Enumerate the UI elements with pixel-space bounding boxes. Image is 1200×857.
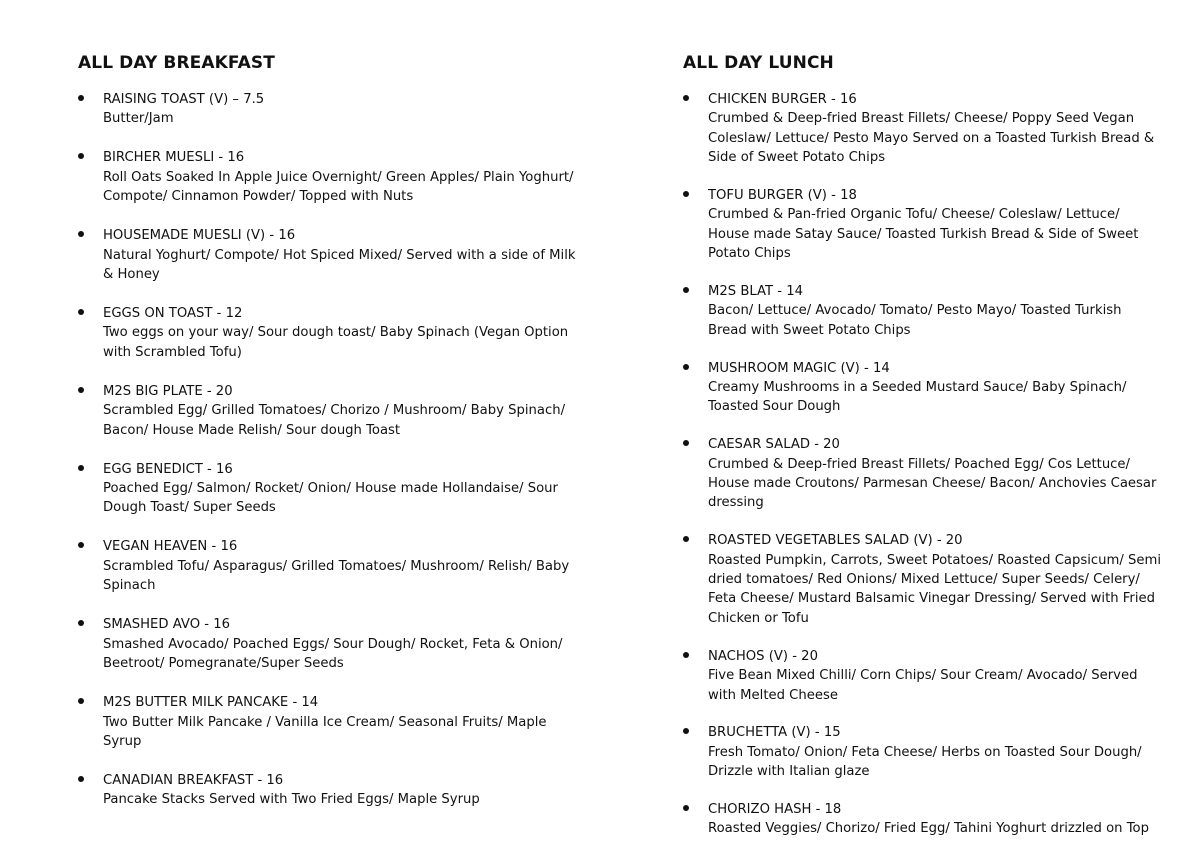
menu-item — [78, 226, 588, 284]
menu-item — [683, 531, 1163, 628]
item-title: BIRCHER MUESLI - 16 — [103, 150, 245, 166]
item-description: Creamy Mushrooms in a Seeded Mustard Sauce/ Baby Spinach/ Toasted Sour Dough — [708, 380, 1127, 415]
item-title: RAISING TOAST (V) – 7.5 — [103, 92, 265, 107]
bullet-icon — [78, 387, 84, 393]
item-title: M2S BUTTER MILK PANCAKE - 14 — [103, 695, 319, 711]
item-description: Scrambled Egg/ Grilled Tomatoes/ Chorizo / Mushroom/ Baby Spinach/ Bacon/ House Made Relish/ Sour dough Toast — [103, 403, 566, 438]
bullet-icon — [78, 465, 84, 471]
breakfast-heading: ALL DAY BREAKFAST — [78, 53, 275, 73]
item-description: Bacon/ Lettuce/ Avocado/ Tomato/ Pesto Mayo/ Toasted Turkish Bread with Sweet Potato Chips — [708, 303, 1122, 338]
item-description: Five Bean Mixed Chilli/ Corn Chips/ Sour Cream/ Avocado/ Served with Melted Cheese — [708, 668, 1138, 703]
item-title: MUSHROOM MAGIC (V) - 14 — [708, 360, 890, 376]
item-title: CHORIZO HASH - 18 — [708, 801, 842, 817]
menu-item — [78, 304, 588, 362]
menu-item — [683, 359, 1163, 417]
item-title: M2S BLAT - 14 — [708, 284, 804, 300]
bullet-icon — [683, 728, 689, 734]
item-title: CHICKEN BURGER - 16 — [708, 92, 857, 107]
menu-item — [683, 282, 1163, 340]
item-description: Roasted Veggies/ Chorizo/ Fried Egg/ Tahini Yoghurt drizzled on Top — [708, 821, 1149, 837]
item-title: ROASTED VEGETABLES SALAD (V) - 20 — [708, 533, 963, 549]
item-description: Pancake Stacks Served with Two Fried Eggs/ Maple Syrup — [103, 792, 480, 808]
bullet-icon — [683, 536, 689, 542]
item-description: Crumbed & Deep-fried Breast Fillets/ Cheese/ Poppy Seed Vegan Coleslaw/ Lettuce/ Pesto Mayo Served on a Toasted Turkish Bread & Side of Sweet Potato Chips — [708, 111, 1155, 166]
menu-item — [78, 615, 588, 673]
bullet-icon — [78, 776, 84, 782]
menu-item — [683, 186, 1163, 264]
item-title: M2S BIG PLATE - 20 — [103, 383, 233, 399]
item-title: EGGS ON TOAST - 12 — [103, 306, 243, 322]
item-title: CANADIAN BREAKFAST - 16 — [103, 772, 284, 788]
item-description: Natural Yoghurt/ Compote/ Hot Spiced Mixed/ Served with a side of Milk & Honey — [103, 247, 576, 283]
bullet-icon — [683, 287, 689, 293]
menu-item — [78, 693, 588, 751]
item-description: Roll Oats Soaked In Apple Juice Overnight/ Green Apples/ Plain Yoghurt/ Compote/ Cinnamon Powder/ Topped with Nuts — [103, 169, 574, 205]
menu-item — [78, 148, 588, 206]
item-description: Smashed Avocado/ Poached Eggs/ Sour Dough/ Rocket, Feta & Onion/ Beetroot/ Pomegranate/Super Seeds — [103, 636, 563, 672]
item-title: VEGAN HEAVEN - 16 — [103, 539, 238, 555]
item-title: EGG BENEDICT - 16 — [103, 461, 233, 477]
menu-item — [683, 800, 1163, 839]
menu-item — [683, 435, 1163, 513]
bullet-icon — [683, 364, 689, 370]
menu-item — [78, 382, 588, 440]
item-title: NACHOS (V) - 20 — [708, 648, 818, 664]
bullet-icon — [683, 805, 689, 811]
item-title: SMASHED AVO - 16 — [103, 617, 231, 633]
menu-item — [683, 647, 1163, 705]
menu-item — [78, 537, 588, 595]
item-description: Butter/Jam — [103, 111, 174, 127]
bullet-icon — [78, 620, 84, 626]
bullet-icon — [78, 698, 84, 704]
lunch-heading: ALL DAY LUNCH — [683, 53, 834, 73]
menu-item — [78, 771, 588, 810]
bullet-icon — [78, 231, 84, 237]
item-description: Scrambled Tofu/ Asparagus/ Grilled Tomatoes/ Mushroom/ Relish/ Baby Spinach — [103, 558, 570, 594]
bullet-icon — [78, 95, 84, 101]
item-description: Crumbed & Deep-fried Breast Fillets/ Poached Egg/ Cos Lettuce/ House made Croutons/ Parmesan Cheese/ Bacon/ Anchovies Caesar dressing — [708, 456, 1157, 511]
breakfast-list — [78, 90, 588, 829]
item-title: BRUCHETTA (V) - 15 — [708, 725, 841, 741]
menu-item — [683, 90, 1163, 168]
menu-item — [78, 460, 588, 518]
item-title: HOUSEMADE MUESLI (V) - 16 — [103, 228, 296, 244]
item-title: TOFU BURGER (V) - 18 — [708, 188, 857, 204]
item-description: Crumbed & Pan-fried Organic Tofu/ Cheese/ Coleslaw/ Lettuce/ House made Satay Sauce/ Toasted Turkish Bread & Side of Sweet Potato Chips — [708, 207, 1139, 262]
bullet-icon — [78, 309, 84, 315]
item-description: Two Butter Milk Pancake / Vanilla Ice Cream/ Seasonal Fruits/ Maple Syrup — [103, 714, 547, 749]
menu-item — [78, 90, 588, 129]
bullet-icon — [683, 652, 689, 658]
item-description: Two eggs on your way/ Sour dough toast/ Baby Spinach (Vegan Option with Scrambled Tofu) — [103, 325, 569, 360]
lunch-list — [683, 90, 1163, 857]
item-title: CAESAR SALAD - 20 — [708, 437, 840, 453]
bullet-icon — [78, 542, 84, 548]
bullet-icon — [683, 191, 689, 197]
bullet-icon — [683, 95, 689, 101]
bullet-icon — [78, 153, 84, 159]
bullet-icon — [683, 440, 689, 446]
item-description: Poached Egg/ Salmon/ Rocket/ Onion/ House made Hollandaise/ Sour Dough Toast/ Super Seeds — [103, 481, 558, 516]
menu-item — [683, 723, 1163, 781]
item-description: Roasted Pumpkin, Carrots, Sweet Potatoes/ Roasted Capsicum/ Semi dried tomatoes/ Red Onions/ Mixed Lettuce/ Super Seeds/ Celery/ Feta Cheese/ Mustard Balsamic Vinegar Dressing/ Served with Fried Chicken or Tofu — [708, 552, 1162, 626]
item-description: Fresh Tomato/ Onion/ Feta Cheese/ Herbs on Toasted Sour Dough/ Drizzle with Italian glaze — [708, 744, 1142, 780]
